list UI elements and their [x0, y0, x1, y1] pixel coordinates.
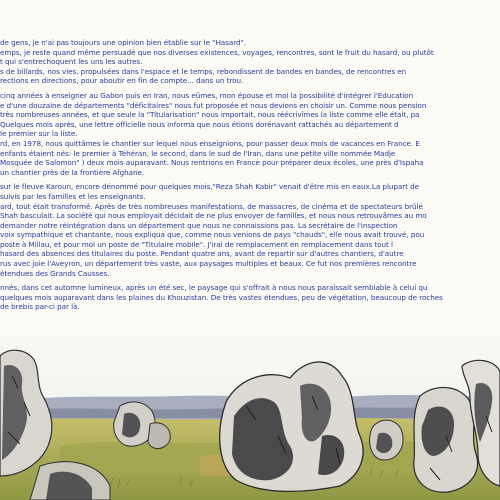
- text-line: e d'une douzaine de départements "déficitaires" nous fut proposée et nous devions en choisir un. Comme nous pension: [0, 100, 427, 110]
- text-line: de gens, je n'ai pas toujours une opinion bien établie sur le "Hasard".: [0, 38, 246, 47]
- text-line: Mosquée de Salomon" ) deux mois auparavant. Nous rentrions en France pour préparer deux écoles, une près d'Ispaha: [0, 158, 424, 168]
- text-line: rd, en 1978, nous quittâmes le chantier sur lequel nous enseignions, pour passer deux mois de vacances en France. E: [0, 138, 420, 148]
- text-line: nnés, dans cet automne lumineux, après un été sec, le paysage qui s'offrait à nous nous paraissait semblable à celui qu: [0, 283, 428, 293]
- text-line: rus avec joie l'Aveyron, un département très vaste, aux paysages multiples et beaux. Ce fut nos premières rencontre: [0, 259, 417, 269]
- text-line: hasard des absences des titulaires du poste. Pendant quatre ans, avant de repartir sur d'autres chantiers, d'autre: [0, 249, 404, 259]
- text-line: étendues des Grands Causses.: [0, 268, 110, 278]
- text-line: s de billards, nos vies, propulsées dans l'espace et le temps, rebondissent de bandes en bandes, de rencontres en: [0, 66, 407, 76]
- text-line: t qui s'entrechoquent les uns les autres.: [0, 57, 143, 67]
- text-line: sur le fleuve Karoun, encore dénommé pour quelques mois,"Reza Shah Kabir" venait d'être mis en eaux.La plupart de: [0, 182, 420, 192]
- text-line: Quelques mois après, une lettre officielle nous informa que nous étions dorénavant rattachés au département d: [0, 119, 399, 129]
- text-line: suivis par les familles et les enseignants.: [0, 191, 146, 201]
- text-line: le premier sur la liste.: [0, 129, 78, 139]
- text-line: très nombreuses années, et que seule la "Titularisation" nous importait, nous réécrivîmes la liste comme elle était, pa: [0, 110, 420, 120]
- text-line: enfants étaient nés: le premier à Téhéran, le second, dans le sud de l'Iran, dans une petite ville nommée Madje: [0, 148, 396, 158]
- text-line: cinq années à enseigner au Gabon puis en Iran, nous eûmes, mon épouse et moi la possibilité d'intégrer l'Education: [0, 90, 414, 100]
- story-text: [0, 38, 500, 312]
- text-line: Shah basculait. La société qui nous employait décidait de ne plus envoyer de familles, et nous nous retrouvâmes au mo: [0, 211, 427, 221]
- text-line: emps, je reste quand même persuadé que nos diverses existences, voyages, rencontres, sont le fruit du hasard, ou plutôt: [0, 47, 434, 57]
- text-line: rections en directions, pour aboutir en fin de compte... dans un trou.: [0, 76, 244, 86]
- text-line: voix sympathique et chantante, nous expliqua que, comme nous venions de pays "chauds", elle nous avait trouvé, pou: [0, 230, 425, 240]
- text-line: poste à Millau, et pour moi un poste de "Titulaire mobile". J'irai de remplacement en remplacement dans tout l: [0, 239, 393, 249]
- text-line: demander notre réintégration dans un département que nous ne connaissions pas. La secrétaire de l'inspection: [0, 220, 398, 230]
- causses-rock-illustration: [0, 336, 500, 500]
- text-line: quelques mois auparavant dans les plaines du Khouzistan. De très vastes étendues, peu de végétation, beaucoup de roches: [0, 292, 443, 302]
- text-line: de brebis par-ci par là.: [0, 302, 80, 312]
- text-line: ard, tout était transformé. Après de très nombreuses manifestations, de massacres, de cinéma et de spectateurs brûlé: [0, 201, 423, 211]
- text-line: un chantier près de la frontière Afghane.: [0, 167, 145, 177]
